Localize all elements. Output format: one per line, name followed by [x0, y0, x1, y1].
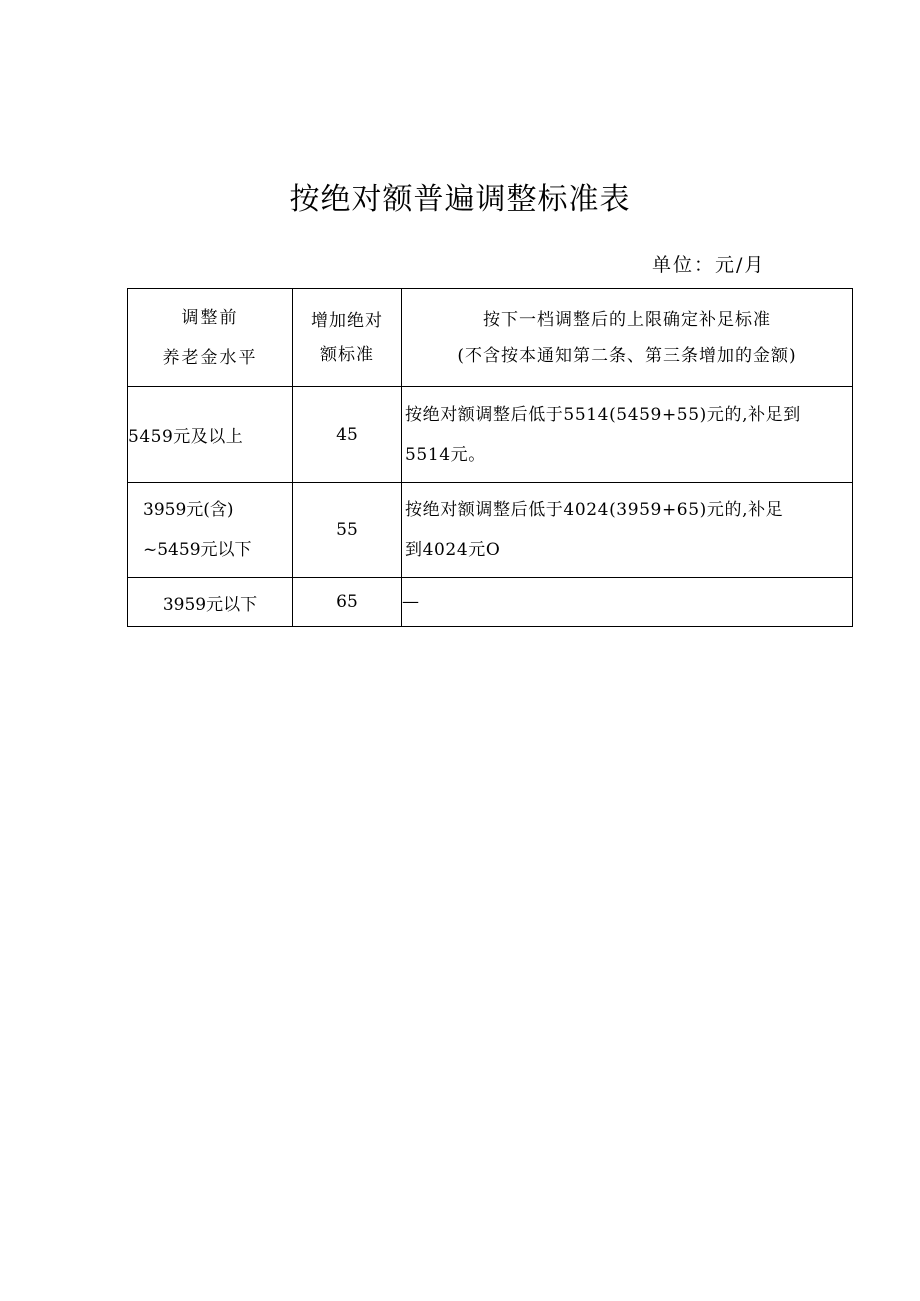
table-row [128, 578, 853, 627]
header-cell-supplement-standard [402, 289, 853, 387]
increase-amount-cell [293, 387, 402, 483]
pension-level-cell [128, 483, 293, 578]
unit-label: 单位：元/月 [652, 254, 766, 276]
supplement-note-cell [402, 387, 853, 483]
pension-level-cell [128, 578, 293, 627]
header-cell-pension-level [128, 289, 293, 387]
increase-amount-text: 55 [336, 520, 358, 540]
pension-level-line2: ~5459元以下 [143, 540, 252, 560]
adjustment-standard-table [127, 288, 853, 627]
supplement-note-line2: 到4024元O [405, 540, 501, 560]
pension-level-cell [128, 387, 293, 483]
header-col3-line2: (不含按本通知第二条、第三条增加的金额) [457, 345, 797, 366]
increase-amount-cell [293, 483, 402, 578]
header-col1-line2: 养老金水平 [162, 347, 258, 368]
header-col2-line2: 额标准 [320, 344, 374, 365]
supplement-note-line2: 5514元。 [405, 444, 486, 465]
increase-amount-cell [293, 578, 402, 627]
header-col2-line1: 增加绝对 [311, 310, 383, 331]
supplement-note-cell [402, 483, 853, 578]
increase-amount-text: 65 [336, 592, 358, 612]
pension-level-text: 3959元以下 [162, 594, 258, 615]
table-row [128, 387, 853, 483]
document-title: 按绝对额普遍调整标准表 [289, 182, 631, 217]
pension-level-line1: 3959元(含) [143, 500, 234, 520]
supplement-note-line1: 按绝对额调整后低于5514(5459+55)元的,补足到 [405, 404, 801, 425]
supplement-note-dash: — [402, 592, 419, 612]
header-col3-line1: 按下一档调整后的上限确定补足标准 [483, 309, 771, 330]
pension-level-text: 5459元及以上 [128, 427, 244, 447]
table-header-row [128, 289, 853, 387]
table-row [128, 483, 853, 578]
supplement-note-line1: 按绝对额调整后低于4024(3959+65)元的,补足 [405, 500, 784, 520]
supplement-note-cell [402, 578, 853, 627]
header-col1-line1: 调整前 [181, 307, 239, 328]
header-cell-increase-amount [293, 289, 402, 387]
increase-amount-text: 45 [336, 424, 358, 445]
